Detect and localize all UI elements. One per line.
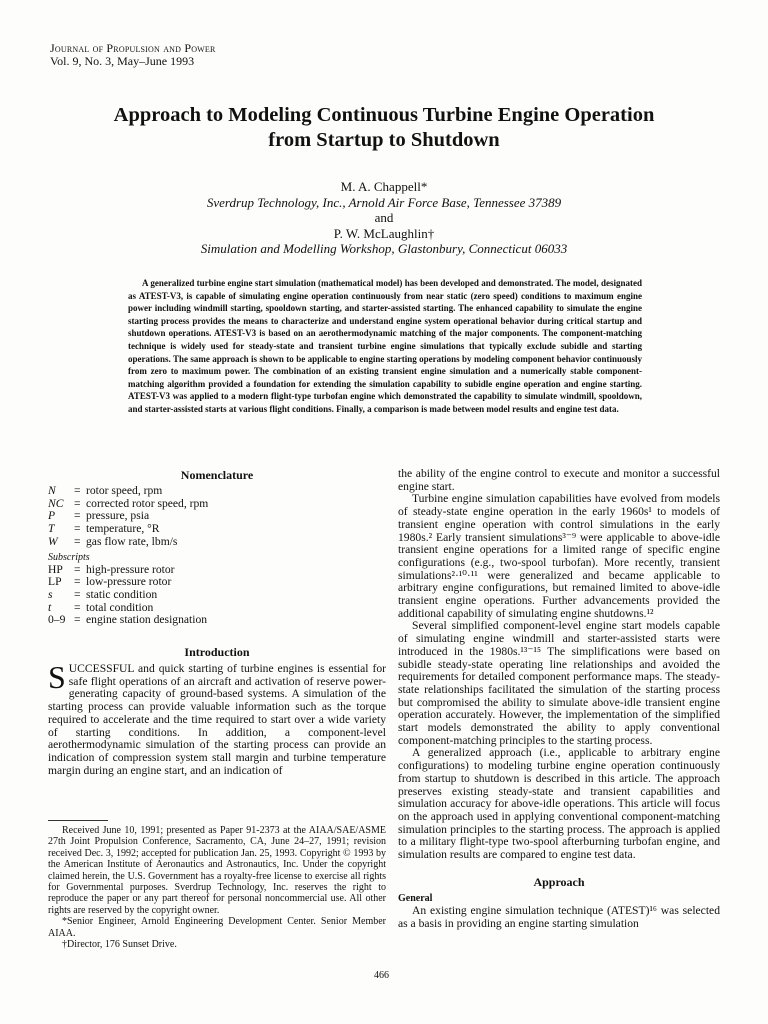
subscript-symbol: 0–9 (48, 613, 66, 627)
introduction-text: UCCESSFUL and quick starting of turbine engines is essential for safe flight operations of an aircraft and activation of reserve power-generating capacity of ground-based systems. A simulation of the starting process can provide valuable information such as the torque required to accelerate and the time required to start over a wide variety of starting conditions. In addition, a component-level aerothermodynamic simulation of the starting process can provide an indication of compression system stall margin and turbine temperature margin during an engine start, and an indication of (48, 662, 386, 777)
body-paragraph: the ability of the engine control to execute and monitor a successful engine start. (398, 467, 720, 493)
nomenclature-item: N = rotor speed, rpm (48, 484, 163, 497)
nomenclature-definition: pressure, psia (86, 509, 150, 523)
right-column (398, 468, 720, 930)
approach-heading: Approach (533, 874, 585, 889)
nomenclature-item: W = gas flow rate, lbm/s (48, 534, 178, 548)
body-paragraph: Turbine engine simulation capabilities have evolved from models of steady-state engine operation in the early 1960s¹ to models of transient engine operation with control simulations in the early 1980s.² Early transient simulations³⁻⁹ were applicable to above-idle transient engine operations for a limited range of specific engine configurations (e.g., two-spool turbofan). More recently, transient simulations²·¹⁰·¹¹ were generalized and became applicable to arbitrary engine configurations, but remained limited to above-idle transient engine operations. Further advancements provided the additional capability of simulating engine shutdowns.¹² (398, 492, 720, 620)
subscript-symbol: s (48, 587, 53, 601)
title-line-1: Approach to Modeling Continuous Turbine Engine Operation (113, 104, 655, 126)
subscript-item: s = static condition (48, 587, 158, 601)
nomenclature-definition: gas flow rate, lbm/s (86, 534, 178, 548)
subscript-definition: static condition (86, 587, 158, 601)
subscript-item: t = total condition (48, 600, 154, 614)
affiliation-2: Simulation and Modelling Workshop, Glastonbury, Connecticut 06033 (200, 241, 568, 256)
left-column (48, 468, 386, 777)
footnote-rule (48, 820, 108, 821)
nomenclature-list (48, 485, 386, 549)
nomenclature-item: P = pressure, psia (48, 509, 150, 523)
author-block (30, 179, 738, 257)
nomenclature-symbol: NC (48, 496, 64, 510)
subscripts-heading: Subscripts (48, 551, 90, 563)
footnote-received: Received June 10, 1991; presented as Paper 91-2373 at the AIAA/SAE/ASME 27th Joint Propulsion Conference, Sacramento, CA, June 24–27, 1991; revision received Dec. 3, 1992; accepted for publication Jan. 25, 1993. Copyright © 1993 by the American Institute of Aeronautics and Astronautics, Inc. Under the copyright claimed herein, the U.S. Government has a royalty-free license to exercise all rights for Governmental purposes. Sverdrup Technology, Inc. reserves the right to reproduce the paper or any part thereof for personal noncommercial use. All other rights are reserved by the copyright owner. (48, 825, 386, 916)
affiliation-1: Sverdrup Technology, Inc., Arnold Air Force Base, Tennessee 37389 (206, 194, 562, 210)
body-paragraph: A generalized approach (i.e., applicable to arbitrary engine configurations) to modeling turbine engine operation continuously from startup to shutdown is described in this article. The approach preserves existing steady-state and transient capabilities and simulation accuracy for above-idle operations. This article will focus on the approach used in applying conventional component-matching simulation principles to the starting process. The approach is applied to a military flight-type two-spool afterburning turbofan engine, and simulation results are compared to engine test data. (398, 746, 720, 862)
nomenclature-heading: Nomenclature (180, 468, 254, 482)
footnotes (48, 820, 386, 950)
page-number: 466 (374, 970, 389, 981)
footnote-director: †Director, 176 Sunset Drive. (62, 939, 177, 951)
title-line-2: from Startup to Shutdown (268, 129, 500, 151)
subscript-item: HP = high-pressure rotor (48, 562, 175, 576)
subscript-symbol: t (48, 600, 52, 614)
nomenclature-item: NC = corrected rotor speed, rpm (48, 496, 209, 510)
paper-title (30, 103, 738, 153)
subscript-definition: engine station designation (86, 613, 208, 627)
subscript-symbol: LP (48, 575, 62, 589)
author-conjunction: and (374, 210, 394, 225)
journal-header (50, 42, 216, 68)
subscripts-list (48, 564, 386, 628)
nomenclature-symbol: T (48, 522, 55, 536)
journal-issue: Vol. 9, No. 3, May–June 1993 (50, 54, 195, 68)
body-paragraph: Several simplified component-level engine start models capable of simulating engine windmill and starter-assisted starts were introduced in the 1980s.¹³⁻¹⁵ The simplifications were based on subidle steady-state operating line relationships and avoided the requirements for detailed component performance maps. The steady-state relationships facilitated the simulation of the starting process but compromised the ability to simulate above-idle transient engine operation accurately. However, the implementation of the simplified start models demonstrated the ability to apply conventional component-matching principles to the starting process. (398, 619, 720, 747)
introduction-paragraph (48, 659, 386, 777)
journal-name: Journal of Propulsion and Power (50, 41, 216, 55)
nomenclature-symbol: P (48, 509, 56, 523)
footnote-senior: *Senior Engineer, Arnold Engineering Development Center. Senior Member AIAA. (48, 916, 386, 939)
introduction-heading: Introduction (184, 645, 250, 660)
nomenclature-item: T = temperature, °R (48, 522, 160, 536)
general-subheading: General (398, 892, 433, 904)
author-2: P. W. McLaughlin† (333, 225, 435, 241)
abstract: A generalized turbine engine start simulation (mathematical model) has been developed and demonstrated. The model, designated as ATEST-V3, is capable of simulating engine operation continuously from near static (zero speed) conditions to maximum engine power including windmill starting, spooldown starting, and starter-assisted starting. The enhanced capability to simulate the engine starting process provides the means to characterize and understand engine system operational behavior during critical startup and shutdown operations. ATEST-V3 is based on an aerothermodynamic matching of the major components. The component-matching technique is widely used for steady-state and transient turbine engine simulations that typically exclude subidle and starting operations. The same approach is shown to be applicable to engine starting operations by modeling component behavior continuously from zero to maximum power. The combination of an existing transient engine simulation and a numerically stable component-matching algorithm provided a foundation for extending the simulation capability to subidle engine operation and engine starting. ATEST-V3 was applied to a modern flight-type turbofan engine which demonstrated the capability to simulate windmill, spooldown, and starter-assisted starts at various flight conditions. Finally, a comparison is made between model results and engine test data. (128, 278, 642, 414)
body-paragraph: An existing engine simulation technique (ATEST)¹⁶ was selected as a basis in providing an engine starting simulation (398, 903, 720, 930)
nomenclature-symbol: N (48, 484, 56, 497)
subscript-item: LP = low-pressure rotor (48, 575, 172, 589)
nomenclature-definition: rotor speed, rpm (86, 484, 163, 497)
subscript-definition: low-pressure rotor (86, 575, 172, 589)
drop-cap: S (48, 659, 66, 696)
subscript-symbol: HP (48, 562, 63, 576)
subscript-definition: total condition (86, 600, 154, 614)
nomenclature-definition: temperature, °R (86, 522, 160, 536)
nomenclature-symbol: W (48, 534, 58, 548)
subscript-item: 0–9 = engine station designation (48, 613, 208, 627)
subscript-definition: high-pressure rotor (86, 562, 175, 576)
nomenclature-definition: corrected rotor speed, rpm (86, 496, 209, 510)
author-1: M. A. Chappell* (340, 179, 428, 194)
